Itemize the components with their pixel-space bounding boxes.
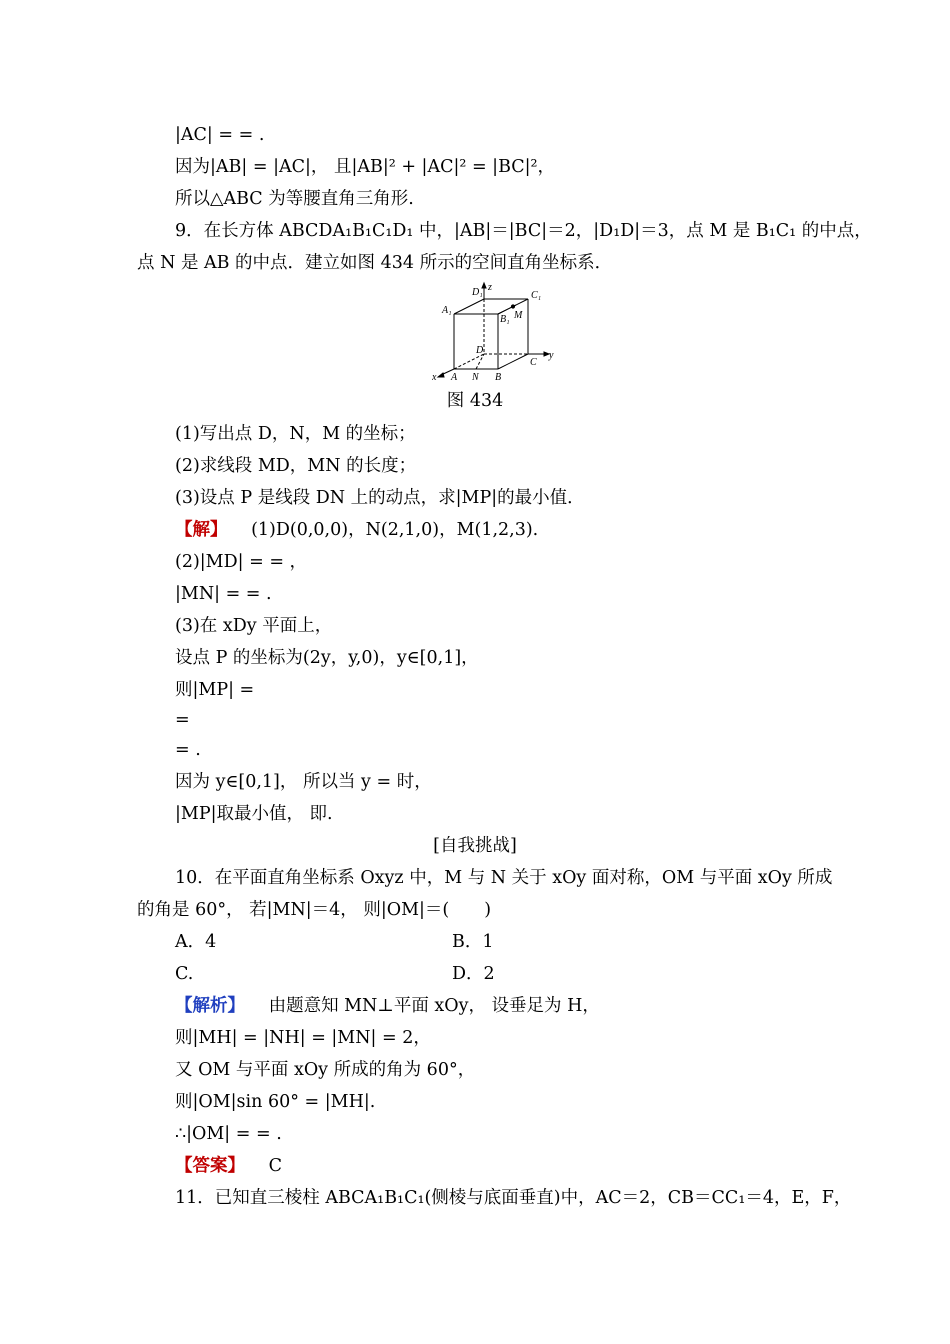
- label-b: B: [495, 372, 502, 383]
- solution-line: [175, 519, 538, 541]
- label-n: N: [472, 372, 479, 383]
- text-line: 设点 P 的坐标为(2y，y,0)，y∈[0,1]，: [175, 648, 479, 668]
- text-line: 因为|AB| = |AC|， 且|AB|² + |AC|² = |BC|²，: [175, 157, 556, 177]
- label-m: M: [514, 310, 523, 321]
- point-m: [511, 305, 514, 308]
- solution-tag: 【解】: [175, 520, 228, 540]
- label-z: z: [488, 282, 492, 293]
- figure-caption: 图 434: [446, 391, 504, 411]
- text-line: ∴|OM| = = .: [175, 1124, 282, 1144]
- text-line: 则|OM|sin 60° = |MH|.: [175, 1092, 376, 1112]
- text-line: 则|MP| =: [175, 680, 255, 700]
- problem-9-line-1: 9．在长方体 ABCDA₁B₁C₁D₁ 中，|AB|＝|BC|＝2，|D₁D|＝3，点 M 是 B₁C₁ 的中点，: [175, 221, 872, 241]
- option-a: A．4: [175, 932, 217, 952]
- text-line: (2)|MD| = = ，: [175, 552, 308, 572]
- question-1: (1)写出点 D，N，M 的坐标；: [175, 424, 416, 444]
- label-c1: C₁: [531, 290, 542, 301]
- segment-dn: [476, 354, 484, 369]
- label-d: D: [476, 345, 484, 356]
- text-line: = .: [175, 740, 201, 760]
- analysis-tag: 【解析】: [175, 996, 245, 1016]
- edge-bc: [498, 354, 528, 369]
- text-line: |AC| = = .: [175, 125, 265, 145]
- text-line: 因为 y∈[0,1]， 所以当 y = 时，: [175, 772, 432, 792]
- problem-10-line-1: 10．在平面直角坐标系 Oxyz 中，M 与 N 关于 xOy 面对称，OM 与平面 xOy 所成: [175, 868, 833, 888]
- answer-tag: 【答案】: [175, 1156, 245, 1176]
- text-line: |MP|取最小值， 即.: [175, 804, 333, 824]
- text-line: 又 OM 与平面 xOy 所成的角为 60°，: [175, 1060, 476, 1080]
- text-line: 所以△ABC 为等腰直角三角形.: [175, 189, 414, 209]
- section-heading: [自我挑战]: [433, 836, 517, 856]
- edge-ad-hidden: [454, 354, 484, 369]
- analysis-text: 由题意知 MN⊥平面 xOy， 设垂足为 H，: [268, 996, 600, 1016]
- label-y: y: [549, 350, 554, 361]
- option-d: D．2: [452, 964, 495, 984]
- label-b1: B₁: [500, 314, 510, 325]
- problem-9-line-2: 点 N 是 AB 的中点．建立如图 434 所示的空间直角坐标系．: [137, 253, 613, 273]
- option-c: C.: [175, 964, 194, 984]
- x-arrow: [438, 373, 444, 377]
- edge-a1d1: [454, 299, 484, 314]
- cuboid-figure: [432, 281, 562, 385]
- answer-value: C: [268, 1156, 282, 1176]
- analysis-line: [175, 995, 600, 1017]
- label-d1: D₁: [472, 287, 483, 298]
- solution-text: (1)D(0,0,0)，N(2,1,0)，M(1,2,3).: [251, 520, 539, 540]
- text-line: 则|MH| = |NH| = |MN| = 2，: [175, 1028, 431, 1048]
- problem-11-line-1: 11．已知直三棱柱 ABCA₁B₁C₁(侧棱与底面垂直)中，AC＝2，CB＝CC₁＝4，E，F，: [175, 1188, 852, 1208]
- answer-line: [175, 1155, 282, 1177]
- label-a1: A₁: [442, 305, 452, 316]
- text-line: =: [175, 710, 190, 730]
- label-c: C: [530, 357, 537, 368]
- text-line: (3)在 xDy 平面上，: [175, 616, 333, 636]
- option-b: B．1: [452, 932, 494, 952]
- label-a: A: [451, 372, 458, 383]
- question-2: (2)求线段 MD，MN 的长度；: [175, 456, 417, 476]
- problem-10-line-2: 的角是 60°， 若|MN|＝4， 则|OM|＝( ): [137, 900, 492, 920]
- text-line: |MN| = = .: [175, 584, 272, 604]
- question-3: (3)设点 P 是线段 DN 上的动点，求|MP|的最小值．: [175, 488, 585, 508]
- label-x: x: [432, 372, 437, 383]
